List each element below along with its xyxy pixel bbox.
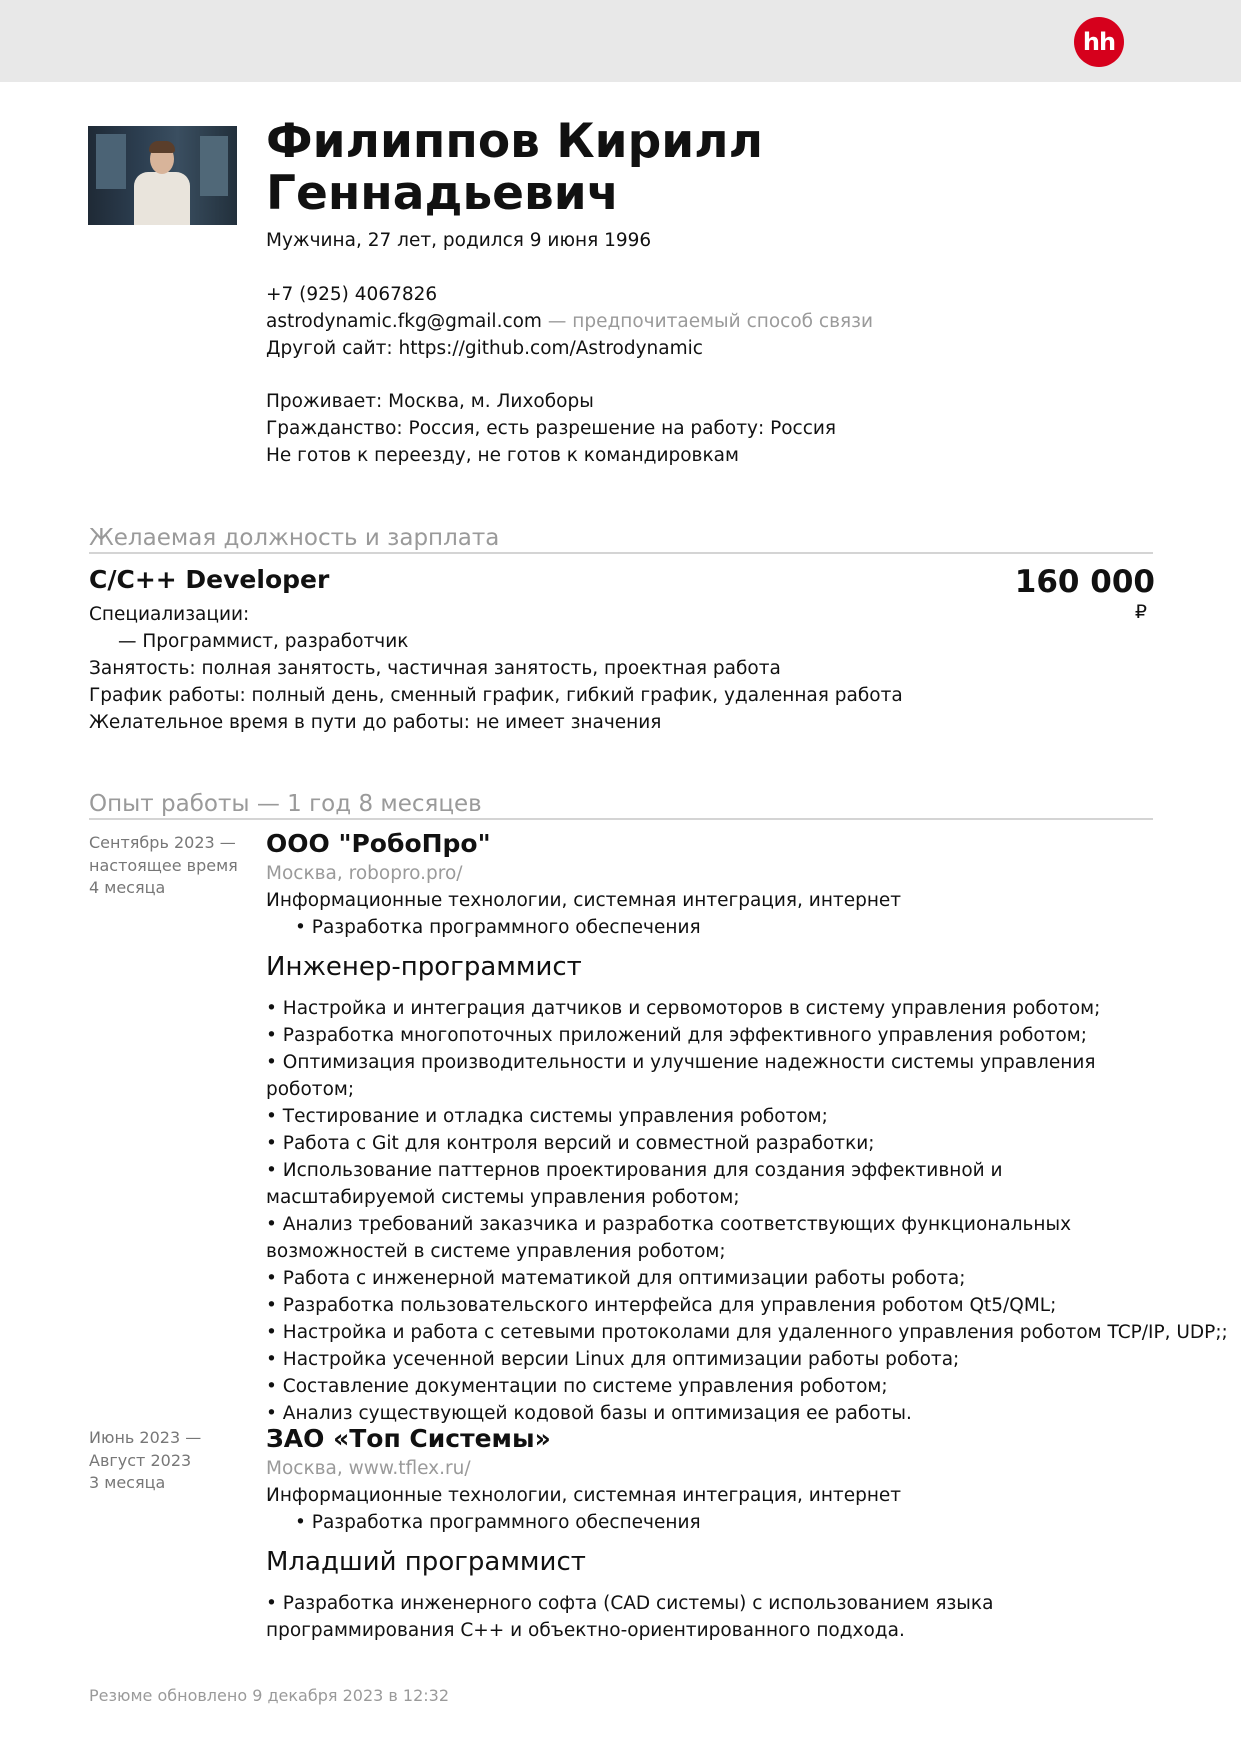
gender-age: Мужчина, 27 лет, родился 9 июня 1996	[266, 230, 652, 251]
commute: Желательное время в пути до работы: не имеет значения	[89, 712, 662, 733]
section-divider	[89, 818, 1153, 820]
relocation: Не готов к переезду, не готов к командировкам	[266, 445, 739, 466]
section-divider	[89, 552, 1153, 554]
job-title: Младший программист	[266, 1547, 586, 1577]
name-line-2: Геннадьевич	[266, 166, 619, 221]
residence: Проживает: Москва, м. Лихоборы	[266, 391, 594, 412]
schedule: График работы: полный день, сменный график, гибкий график, удаленная работа	[89, 685, 903, 706]
duty-item: • Работа с инженерной математикой для оптимизации работы робота;	[266, 1268, 966, 1289]
duty-item: • Составление документации по системе управления роботом;	[266, 1376, 888, 1397]
email-link[interactable]: astrodynamic.fkg@gmail.com	[266, 311, 542, 332]
company-name: ЗАО «Топ Системы»	[266, 1424, 551, 1453]
duty-item: • Разработка инженерного софта (CAD системы) с использованием языка программирования C++ и объектно-ориентированного подхода.	[266, 1593, 994, 1641]
company-industry: Информационные технологии, системная интеграция, интернет	[266, 890, 902, 911]
duty-item: • Тестирование и отладка системы управления роботом;	[266, 1106, 828, 1127]
duty-item: • Анализ требований заказчика и разработка соответствующих функциональных возможностей в системе управления роботом;	[266, 1214, 1072, 1262]
job-period: Сентябрь 2023 — настоящее время 4 месяца	[89, 833, 238, 897]
company-location[interactable]: Москва, robopro.pro/	[266, 863, 463, 884]
duty-item: • Настройка и интеграция датчиков и сервомоторов в систему управления роботом;	[266, 998, 1101, 1019]
citizenship: Гражданство: Россия, есть разрешение на работу: Россия	[266, 418, 837, 439]
duty-item: • Настройка и работа с сетевыми протоколами для удаленного управления роботом TCP/IP, UDP;;	[266, 1322, 1228, 1343]
profile-photo	[88, 126, 237, 225]
candidate-name	[266, 116, 763, 220]
phone[interactable]: +7 (925) 4067826	[266, 284, 438, 305]
job-duties	[266, 1590, 1176, 1644]
industry-item: • Разработка программного обеспечения	[295, 917, 701, 938]
currency: ₽	[1134, 601, 1147, 623]
hh-logo[interactable]: hh	[1074, 17, 1124, 67]
top-bar	[0, 0, 1241, 82]
email-note: — предпочитаемый способ связи	[541, 311, 873, 332]
job-duties	[266, 995, 1228, 1427]
desired-position: C/C++ Developer	[89, 565, 330, 594]
specializations-label: Специализации:	[89, 604, 250, 625]
duty-item: • Использование паттернов проектирования для создания эффективной и масштабируемой системы управления роботом;	[266, 1160, 1003, 1208]
duty-item: • Разработка многопоточных приложений для эффективного управления роботом;	[266, 1025, 1087, 1046]
desired-section-title: Желаемая должность и зарплата	[89, 525, 500, 551]
job-title: Инженер-программист	[266, 952, 582, 982]
duty-item: • Разработка пользовательского интерфейса для управления роботом Qt5/QML;	[266, 1295, 1057, 1316]
company-industry: Информационные технологии, системная интеграция, интернет	[266, 1485, 902, 1506]
duty-item: • Настройка усеченной версии Linux для оптимизации работы робота;	[266, 1349, 960, 1370]
email-line	[266, 310, 873, 334]
industry-item: • Разработка программного обеспечения	[295, 1512, 701, 1533]
duty-item: • Анализ существующей кодовой базы и оптимизация ее работы.	[266, 1403, 912, 1424]
job-period: Июнь 2023 — Август 2023 3 месяца	[89, 1428, 202, 1492]
duty-item: • Работа с Git для контроля версий и совместной разработки;	[266, 1133, 875, 1154]
employment: Занятость: полная занятость, частичная занятость, проектная работа	[89, 658, 781, 679]
name-line-1: Филиппов Кирилл	[266, 114, 764, 169]
other-site[interactable]: Другой сайт: https://github.com/Astrodynamic	[266, 338, 703, 359]
specialization-item: — Программист, разработчик	[118, 631, 409, 652]
company-location[interactable]: Москва, www.tflex.ru/	[266, 1458, 471, 1479]
updated-note: Резюме обновлено 9 декабря 2023 в 12:32	[89, 1686, 450, 1705]
duty-item: • Оптимизация производительности и улучшение надежности системы управления роботом;	[266, 1052, 1096, 1100]
experience-section-title: Опыт работы — 1 год 8 месяцев	[89, 791, 482, 817]
salary: 160 000	[1014, 564, 1155, 600]
company-name: ООО "РобоПро"	[266, 829, 491, 858]
